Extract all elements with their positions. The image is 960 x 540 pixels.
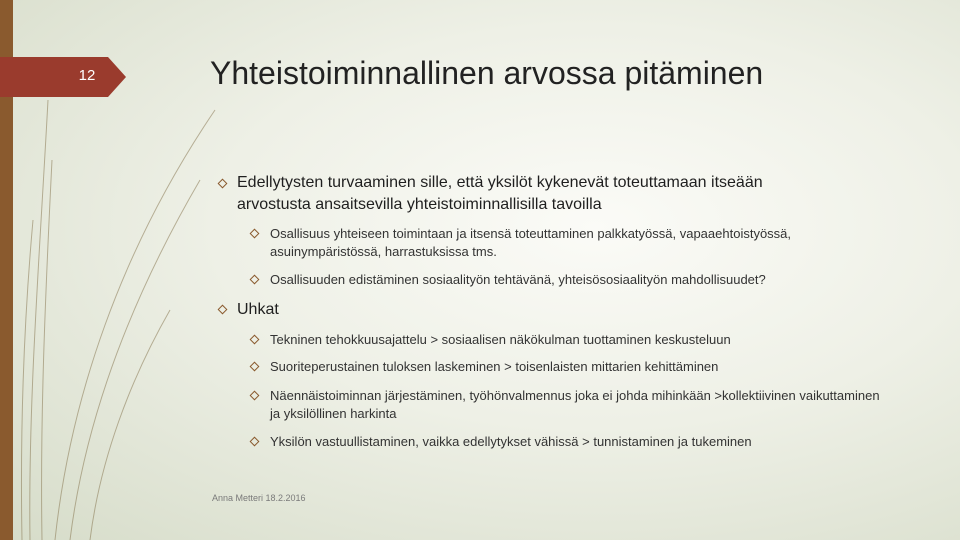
list-item: Suoriteperustainen tuloksen laskeminen > toisenlaisten mittarien kehittäminen [270,359,719,374]
list-item: Osallisuus yhteiseen toimintaan ja itsensä toteuttaminen palkkatyössä, vapaaehtoistyössä, asuinympäristössä, harrastuksissa tms. [270,226,792,259]
list-item: Uhkat [237,301,279,318]
list-item: Näennäistoiminnan järjestäminen, työhönvalmennus joka ei johda mihinkään >kollektiivinen vaikuttaminen ja yksilöllinen harkinta [270,388,880,421]
slide-number-tab [0,57,126,97]
footer: Anna Metteri 18.2.2016 [212,493,306,503]
slide-number: 12 [78,67,96,84]
list-item: Tekninen tehokkuusajattelu > sosiaalisen näkökulman tuottaminen keskusteluun [270,332,731,347]
list-item: Yksilön vastuullistaminen, vaikka edellytykset vähissä > tunnistaminen ja tukeminen [270,434,752,449]
list-item: Osallisuuden edistäminen sosiaalityön tehtävänä, yhteisösosiaalityön mahdollisuudet? [270,272,766,287]
slide-title: Yhteistoiminnallinen arvossa pitäminen [210,55,764,91]
list-item: Edellytysten turvaaminen sille, että yksilöt kykenevät toteuttamaan itseään arvostusta ansaitsevilla yhteistoiminnallisilla tavoilla [237,174,763,213]
